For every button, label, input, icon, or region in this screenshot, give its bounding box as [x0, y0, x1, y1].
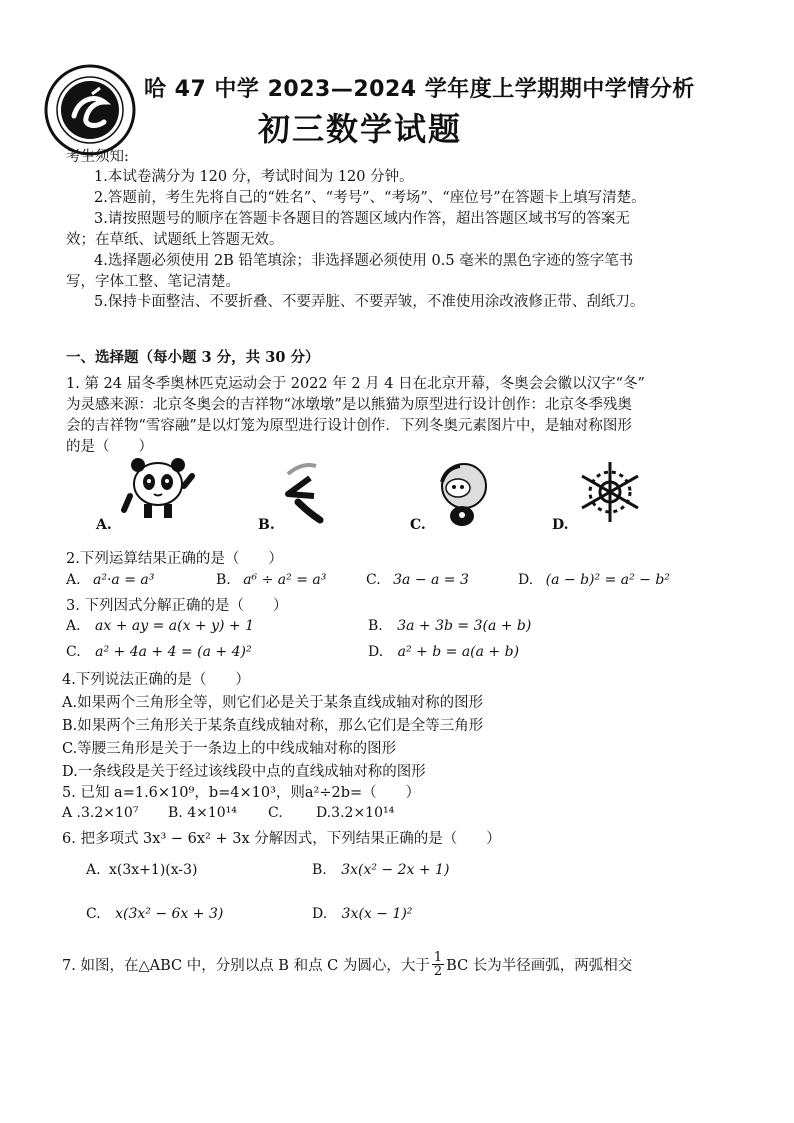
q5-option-c[interactable]: C.	[268, 805, 283, 821]
emblem-icon	[278, 460, 328, 524]
exam-subtitle: 初三数学试题	[258, 110, 463, 148]
q1-line-1: 1. 第 24 届冬季奥林匹克运动会于 2022 年 2 月 4 日在北京开幕，冬奥会会徽以汉字“冬”	[66, 376, 645, 392]
q2-option-c[interactable]: C. 3a − a = 3	[366, 572, 469, 588]
q6-option-d[interactable]: D. 3x(x − 1)²	[312, 906, 413, 922]
q4-option-c[interactable]: C.等腰三角形是关于一条边上的中线成轴对称的图形	[62, 741, 397, 757]
q3-option-b[interactable]: B. 3a + 3b = 3(a + b)	[368, 618, 532, 634]
q4-option-b[interactable]: B.如果两个三角形关于某条直线成轴对称，那么它们是全等三角形	[62, 718, 484, 734]
q3-option-d[interactable]: D. a² + b = a(a + b)	[368, 644, 520, 660]
q3-option-a[interactable]: A. ax + ay = a(x + y) + 1	[66, 618, 255, 634]
q6-option-a[interactable]: A. x(3x+1)(x-3)	[86, 862, 198, 878]
q4-option-a[interactable]: A.如果两个三角形全等，则它们必是关于某条直线成轴对称的图形	[62, 695, 484, 711]
lantern-mascot-icon	[432, 460, 492, 530]
notice-line-7: 5.保持卡面整洁、不要折叠、不要弄脏、不要弄皱，不准使用涂改液修正带、刮纸刀。	[94, 294, 645, 310]
q1-line-2: 为灵感来源：北京冬奥会的吉祥物“冰墩墩”是以熊猫为原型进行设计创作：北京冬季残奥	[66, 397, 632, 413]
q1-line-3: 会的吉祥物“雪容融”是以灯笼为原型进行设计创作．下列冬奥元素图片中，是轴对称图形	[66, 418, 632, 434]
notice-line-4: 效；在草纸、试题纸上答题无效。	[66, 232, 284, 248]
q5-option-d[interactable]: D.3.2×10¹⁴	[316, 805, 395, 821]
snowflake-icon	[572, 458, 648, 526]
q2-option-b[interactable]: B. a⁶ ÷ a² = a³	[216, 572, 327, 588]
notice-line-3: 3.请按照题号的顺序在答题卡各题目的答题区域内作答，超出答题区域书写的答案无	[94, 211, 630, 227]
q6-stem: 6. 把多项式 3x³ − 6x² + 3x 分解因式，下列结果正确的是（ ）	[62, 831, 501, 847]
q3-stem: 3. 下列因式分解正确的是（ ）	[66, 598, 288, 614]
notice-line-6: 写，字体工整、笔记清楚。	[66, 274, 240, 290]
q2-stem: 2.下列运算结果正确的是（ ）	[66, 551, 283, 567]
q1-option-a[interactable]: A.	[96, 517, 112, 533]
q1-option-c[interactable]: C.	[410, 517, 426, 533]
q3-option-c[interactable]: C. a² + 4a + 4 = (a + 4)²	[66, 644, 252, 660]
q5-option-b[interactable]: B. 4×10¹⁴	[168, 805, 237, 821]
q1-line-4: 的是（ ）	[66, 439, 153, 455]
q6-option-b[interactable]: B. 3x(x² − 2x + 1)	[312, 862, 450, 878]
notice-heading: 考生须知:	[66, 149, 129, 165]
section-heading: 一、选择题（每小题 3 分，共 30 分）	[66, 349, 320, 366]
q4-stem: 4.下列说法正确的是（ ）	[62, 672, 250, 688]
q2-option-a[interactable]: A. a²·a = a³	[66, 572, 155, 588]
q5-option-a[interactable]: A .3.2×10⁷	[62, 805, 139, 821]
notice-line-5: 4.选择题必须使用 2B 铅笔填涂；非选择题必须使用 0.5 毫米的黑色字迹的签字笔书	[94, 253, 634, 269]
exam-title: 哈 47 中学 2023—2024 学年度上学期期中学情分析	[144, 77, 695, 102]
q4-option-d[interactable]: D.一条线段是关于经过该线段中点的直线成轴对称的图形	[62, 764, 426, 780]
q1-option-d[interactable]: D.	[552, 517, 569, 533]
notice-line-2: 2.答题前，考生先将自己的“姓名”、“考号”、“考场”、“座位号”在答题卡上填写清楚。	[94, 190, 646, 206]
q7-stem: 7. 如图，在△ABC 中，分别以点 B 和点 C 为圆心，大于 1 2 BC 长为半径画弧，两弧相交	[62, 950, 633, 979]
q7-fraction: 1 2	[433, 950, 443, 979]
q5-stem: 5. 已知 a=1.6×10⁹，b=4×10³，则a²÷2b=（ ）	[62, 785, 421, 801]
panda-mascot-icon	[118, 456, 198, 522]
notice-line-1: 1.本试卷满分为 120 分，考试时间为 120 分钟。	[94, 169, 414, 185]
q1-option-b[interactable]: B.	[258, 517, 275, 533]
q2-option-d[interactable]: D. (a − b)² = a² − b²	[518, 572, 670, 588]
school-logo	[44, 64, 136, 156]
q6-option-c[interactable]: C. x(3x² − 6x + 3)	[86, 906, 224, 922]
